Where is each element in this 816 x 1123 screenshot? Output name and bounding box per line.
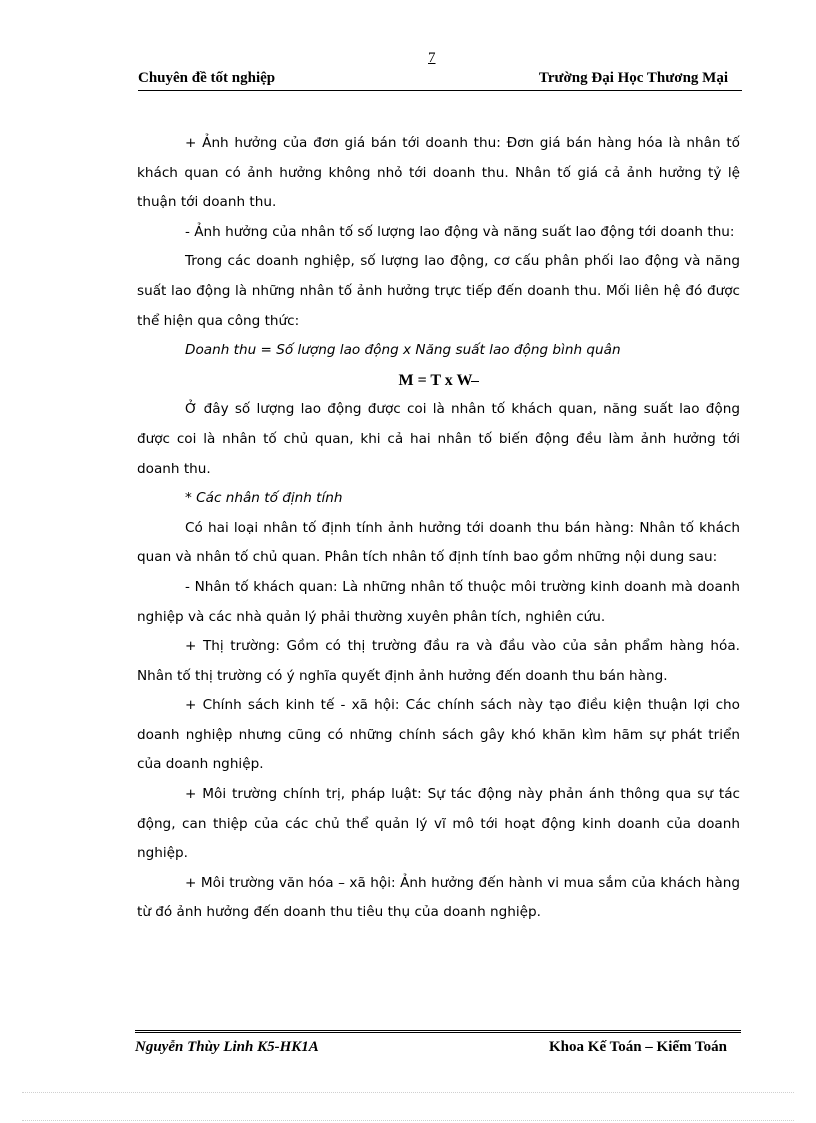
paragraph-objective-factors: - Nhân tố khách quan: Là những nhân tố thuộc môi trường kinh doanh mà doanh nghiệp và các nhà quản lý phải thường xuyên phân tích, nghiên cứu. xyxy=(137,578,740,625)
formula-symbols: M = T x W xyxy=(398,371,473,389)
document-body xyxy=(137,129,740,928)
paragraph-labor-intro: Trong các doanh nghiệp, số lượng lao động, cơ cấu phân phối lao động và năng suất lao động là những nhân tố ảnh hưởng trực tiếp đến doanh thu. Mối liên hệ đó được thể hiện qua công thức: xyxy=(137,253,740,329)
header-title: Chuyên đề tốt nghiệp xyxy=(138,70,276,86)
page-header xyxy=(138,70,742,91)
paragraph-labor-heading: - Ảnh hưởng của nhân tố số lượng lao động và năng suất lao động tới doanh thu: xyxy=(185,223,735,240)
section-heading-qualitative: * Các nhân tố định tính xyxy=(185,490,343,507)
page-number: 7 xyxy=(428,50,436,66)
page-footer xyxy=(135,1030,741,1055)
paragraph-labor-explain: Ở đây số lượng lao động được coi là nhân tố khách quan, năng suất lao động được coi là nhân tố chủ quan, khi cả hai nhân tố biến động đều làm ảnh hưởng tới doanh thu. xyxy=(137,401,740,477)
page-edge-divider xyxy=(22,1092,794,1093)
footer-author: Nguyễn Thùy Linh K5-HK1A xyxy=(135,1039,319,1055)
paragraph-market: + Thị trường: Gồm có thị trường đầu ra và đầu vào của sản phẩm hàng hóa. Nhân tố thị trường có ý nghĩa quyết định ảnh hưởng đến doanh thu bán hàng. xyxy=(137,638,740,684)
paragraph-policy: + Chính sách kinh tế - xã hội: Các chính sách này tạo điều kiện thuận lợi cho doanh nghiệp nhưng cũng có những chính sách gây khó khăn kìm hãm sự phát triển của doanh nghiệp. xyxy=(137,697,740,773)
footer-department: Khoa Kế Toán – Kiểm Toán xyxy=(549,1039,727,1055)
paragraph-culture-society: + Môi trường văn hóa – xã hội: Ảnh hưởng đến hành vi mua sắm của khách hàng từ đó ảnh hưởng đến doanh thu tiêu thụ của doanh nghiệp. xyxy=(137,874,740,921)
header-school: Trường Đại Học Thương Mại xyxy=(538,70,728,86)
overline-mark xyxy=(471,381,479,382)
formula-symbolic xyxy=(137,366,740,396)
page-edge-divider xyxy=(22,1120,794,1121)
formula-text: Doanh thu = Số lượng lao động x Năng suất lao động bình quân xyxy=(185,342,621,359)
paragraph-qualitative-intro: Có hai loại nhân tố định tính ảnh hưởng tới doanh thu bán hàng: Nhân tố khách quan và nhân tố chủ quan. Phân tích nhân tố định tính bao gồm những nội dung sau: xyxy=(137,519,740,566)
paragraph-politics-law: + Môi trường chính trị, pháp luật: Sự tác động này phản ánh thông qua sự tác động, can thiệp của các chủ thể quản lý vĩ mô tới hoạt động kinh doanh của doanh nghiệp. xyxy=(137,786,740,862)
paragraph-unit-price: + Ảnh hưởng của đơn giá bán tới doanh thu: Đơn giá bán hàng hóa là nhân tố khách quan có ảnh hưởng không nhỏ tới doanh thu. Nhân tố giá cả ảnh hưởng tỷ lệ thuận tới doanh thu. xyxy=(137,135,740,211)
